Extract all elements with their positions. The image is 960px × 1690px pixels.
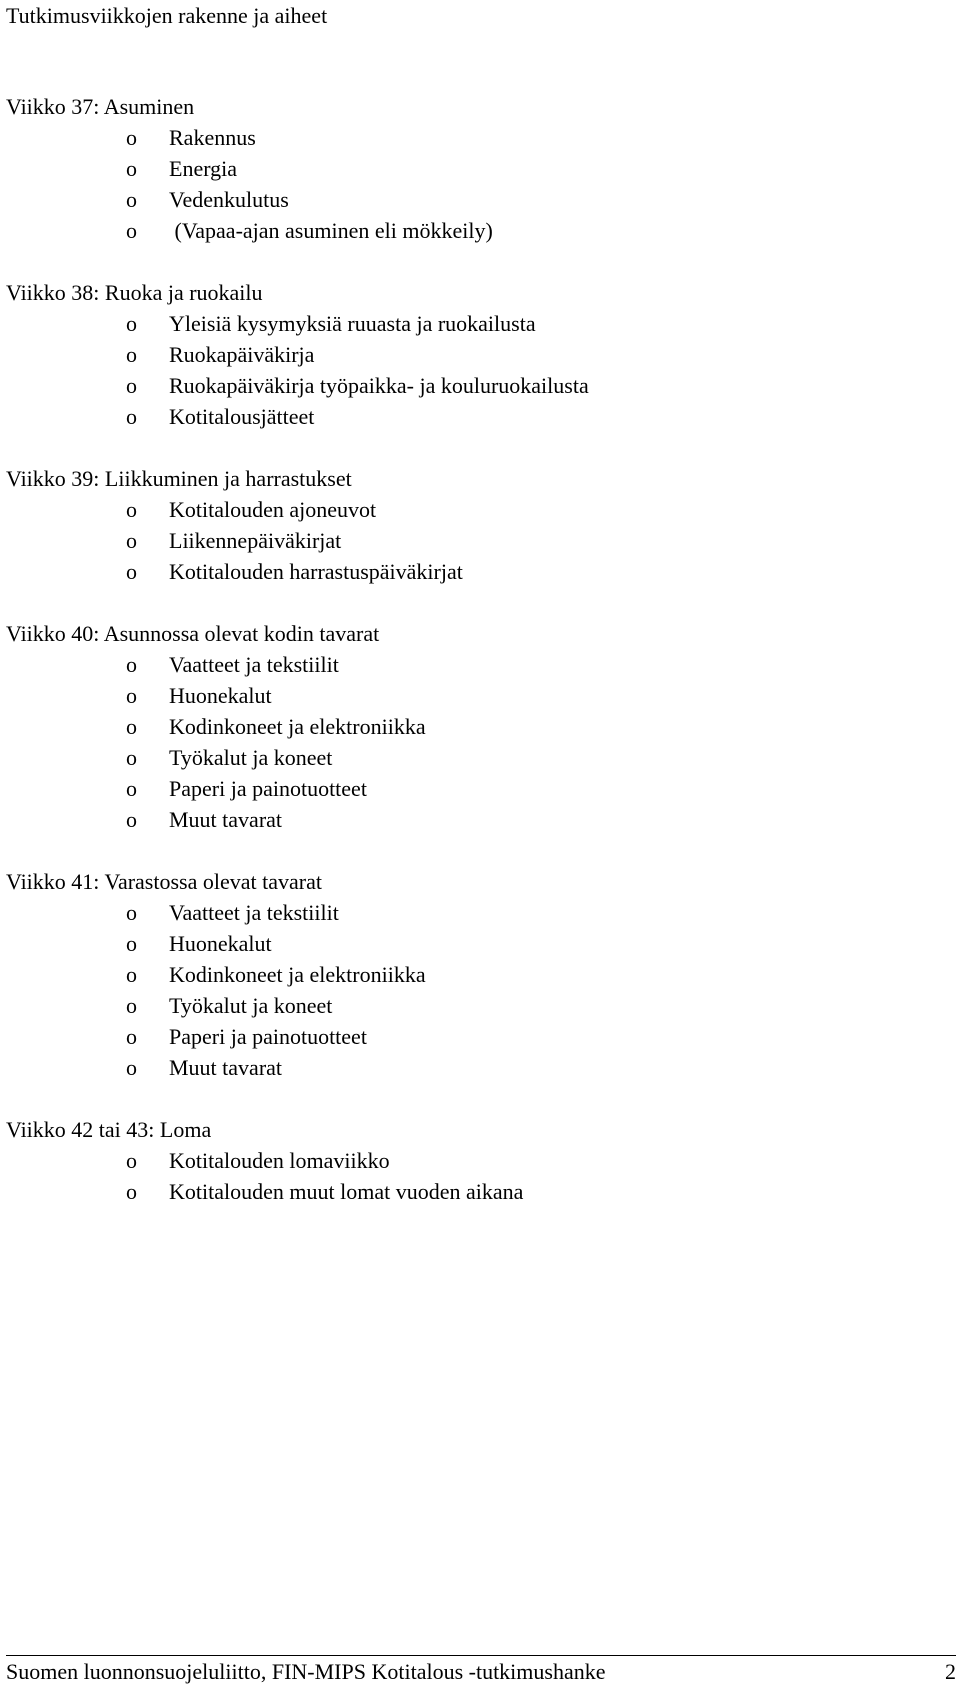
footer-text: Suomen luonnonsuojeluliitto, FIN-MIPS Kotitalous -tutkimushanke [6,1659,606,1684]
topic-label: Ruokapäiväkirja [169,342,315,367]
bullet-marker: o [126,373,137,398]
topic-label: Paperi ja painotuotteet [169,776,367,801]
list-item [6,370,946,401]
topic-label: Vedenkulutus [169,187,289,212]
bullet-marker: o [126,311,137,336]
bullet-marker: o [126,993,137,1018]
week-heading: Viikko 40: Asunnossa olevat kodin tavarat [6,621,380,646]
list-item [6,1021,946,1052]
week-section [6,866,946,1083]
topic-list [6,494,946,587]
bullet-marker: o [126,962,137,987]
page-title: Tutkimusviikkojen rakenne ja aiheet [6,3,328,28]
topic-label: Energia [169,156,238,181]
list-item [6,649,946,680]
topic-label: (Vapaa-ajan asuminen eli mökkeily) [169,218,493,243]
bullet-marker: o [126,1055,137,1080]
bullet-marker: o [126,652,137,677]
bullet-marker: o [126,714,137,739]
bullet-marker: o [126,900,137,925]
list-item [6,990,946,1021]
week-section [6,618,946,835]
list-item [6,494,946,525]
bullet-marker: o [126,528,137,553]
topic-list [6,122,946,246]
week-section [6,1114,946,1207]
topic-label: Työkalut ja koneet [169,993,333,1018]
topic-label: Huonekalut [169,931,272,956]
bullet-marker: o [126,1179,137,1204]
topic-label: Yleisiä kysymyksiä ruuasta ja ruokailusta [169,311,536,336]
list-item [6,308,946,339]
bullet-marker: o [126,404,137,429]
topic-label: Kodinkoneet ja elektroniikka [169,714,426,739]
topic-label: Kotitalouden lomaviikko [169,1148,390,1173]
bullet-marker: o [126,1148,137,1173]
week-heading: Viikko 37: Asuminen [6,94,195,119]
bullet-marker: o [126,342,137,367]
topic-label: Kotitalouden ajoneuvot [169,497,377,522]
topic-list [6,1145,946,1207]
bullet-marker: o [126,218,137,243]
list-item [6,959,946,990]
bullet-marker: o [126,187,137,212]
list-item [6,153,946,184]
list-item [6,1176,946,1207]
topic-label: Paperi ja painotuotteet [169,1024,367,1049]
week-heading: Viikko 41: Varastossa olevat tavarat [6,869,322,894]
list-item [6,804,946,835]
topic-label: Kodinkoneet ja elektroniikka [169,962,426,987]
topic-label: Kotitalouden harrastuspäiväkirjat [169,559,463,584]
list-item [6,742,946,773]
topic-label: Muut tavarat [169,807,283,832]
bullet-marker: o [126,156,137,181]
topic-label: Huonekalut [169,683,272,708]
topic-label: Ruokapäiväkirja työpaikka- ja kouluruokailusta [169,373,589,398]
bullet-marker: o [126,683,137,708]
list-item [6,339,946,370]
list-item [6,401,946,432]
list-item [6,525,946,556]
week-section [6,277,946,432]
bullet-marker: o [126,125,137,150]
topic-list [6,649,946,835]
bullet-marker: o [126,776,137,801]
topic-label: Kotitalousjätteet [169,404,315,429]
list-item [6,711,946,742]
list-item [6,1052,946,1083]
page-number: 2 [945,1659,956,1684]
topic-label: Kotitalouden muut lomat vuoden aikana [169,1179,524,1204]
week-list [6,91,946,1238]
bullet-marker: o [126,559,137,584]
topic-list [6,308,946,432]
list-item [6,122,946,153]
bullet-marker: o [126,931,137,956]
topic-label: Vaatteet ja tekstiilit [169,652,339,677]
bullet-marker: o [126,807,137,832]
list-item [6,1145,946,1176]
week-section [6,463,946,587]
topic-label: Muut tavarat [169,1055,283,1080]
list-item [6,556,946,587]
bullet-marker: o [126,1024,137,1049]
week-heading: Viikko 42 tai 43: Loma [6,1117,212,1142]
page-footer [6,1655,956,1687]
list-item [6,184,946,215]
topic-list [6,897,946,1083]
week-section [6,91,946,246]
week-heading: Viikko 39: Liikkuminen ja harrastukset [6,466,352,491]
bullet-marker: o [126,497,137,522]
topic-label: Vaatteet ja tekstiilit [169,900,339,925]
topic-label: Työkalut ja koneet [169,745,333,770]
list-item [6,773,946,804]
topic-label: Rakennus [169,125,256,150]
list-item [6,928,946,959]
week-heading: Viikko 38: Ruoka ja ruokailu [6,280,263,305]
bullet-marker: o [126,745,137,770]
topic-label: Liikennepäiväkirjat [169,528,342,553]
list-item [6,215,946,246]
list-item [6,680,946,711]
list-item [6,897,946,928]
